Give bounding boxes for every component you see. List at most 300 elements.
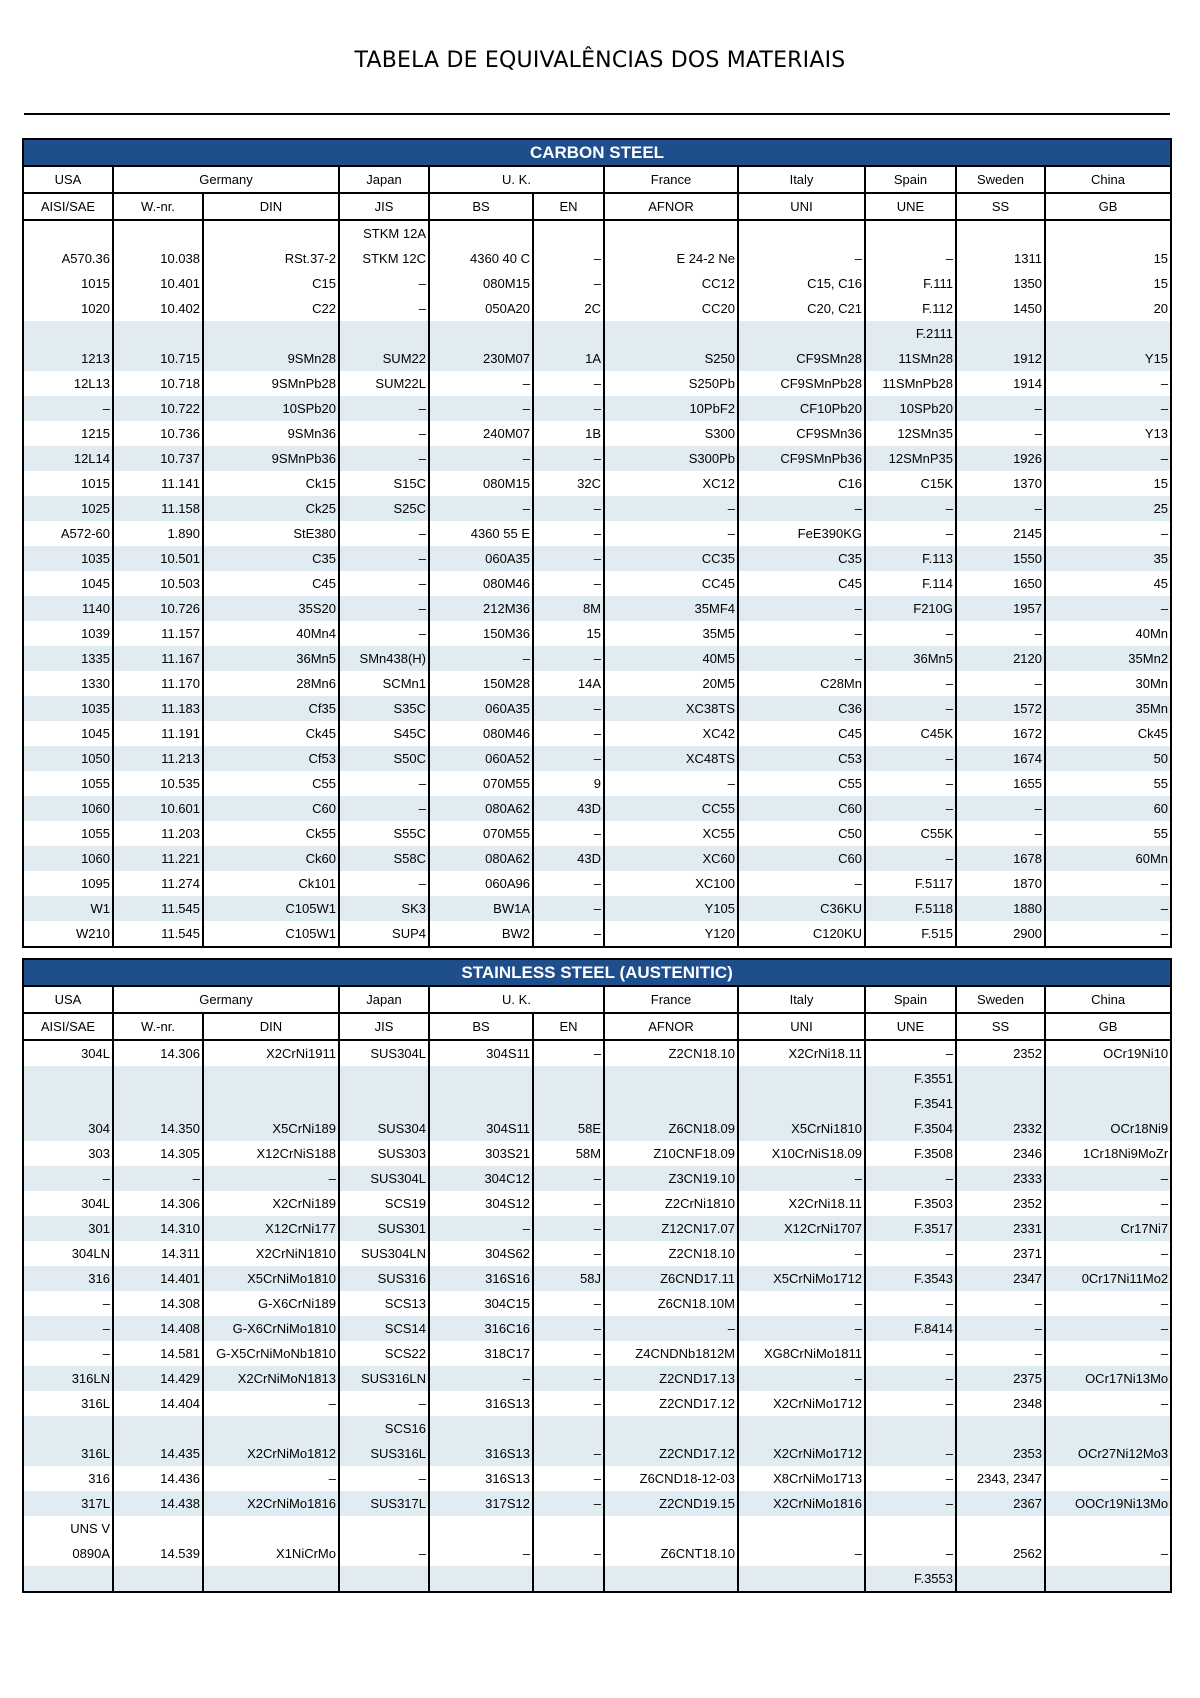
cell-ss: [956, 1066, 1045, 1091]
cell-din: [203, 321, 339, 346]
cell-aisi-sae: –: [23, 1166, 113, 1191]
cell-wnr: 14.435: [113, 1441, 203, 1466]
cell-afnor: Z12CN17.07: [604, 1216, 738, 1241]
cell-uni: X2CrNi18.11: [738, 1191, 865, 1216]
cell-une: –: [865, 846, 956, 871]
cell-aisi-sae: –: [23, 1341, 113, 1366]
cell-afnor: –: [604, 521, 738, 546]
cell-aisi-sae: [23, 220, 113, 246]
cell-din: G-X5CrNiMoNb1810: [203, 1341, 339, 1366]
cell-jis: –: [339, 1466, 429, 1491]
cell-jis: SUS304: [339, 1116, 429, 1141]
table-row: [23, 1091, 1171, 1116]
cell-uni: C36: [738, 696, 865, 721]
cell-wnr: –: [113, 1166, 203, 1191]
cell-ss: 2145: [956, 521, 1045, 546]
cell-jis: –: [339, 396, 429, 421]
cell-din: X5CrNi189: [203, 1116, 339, 1141]
cell-aisi-sae: 1060: [23, 846, 113, 871]
cell-gb: [1045, 321, 1171, 346]
cell-bs: 4360 40 C: [429, 246, 533, 271]
cell-aisi-sae: 1140: [23, 596, 113, 621]
cell-wnr: [113, 1091, 203, 1116]
table-row: [23, 1191, 1171, 1216]
header-countries-row: [23, 166, 1171, 193]
cell-uni: –: [738, 1541, 865, 1566]
cell-bs: 212M36: [429, 596, 533, 621]
cell-din: RSt.37-2: [203, 246, 339, 271]
cell-ss: –: [956, 621, 1045, 646]
cell-ss: –: [956, 1291, 1045, 1316]
cell-uni: –: [738, 1241, 865, 1266]
cell-en: [533, 1566, 604, 1592]
cell-une: F.3543: [865, 1266, 956, 1291]
cell-gb: 35Mn2: [1045, 646, 1171, 671]
cell-ss: 2347: [956, 1266, 1045, 1291]
cell-une: –: [865, 1291, 956, 1316]
header-code-uni: UNI: [738, 193, 865, 220]
cell-aisi-sae: 1213: [23, 346, 113, 371]
cell-une: F.5118: [865, 896, 956, 921]
cell-uni: C16: [738, 471, 865, 496]
cell-une: 11SMnPb28: [865, 371, 956, 396]
table-row: [23, 1266, 1171, 1291]
cell-ss: 2353: [956, 1441, 1045, 1466]
cell-uni: –: [738, 1166, 865, 1191]
cell-din: 9SMn36: [203, 421, 339, 446]
cell-ss: –: [956, 421, 1045, 446]
cell-bs: 060A35: [429, 696, 533, 721]
cell-ss: 2332: [956, 1116, 1045, 1141]
table-row: [23, 1241, 1171, 1266]
cell-afnor: Z10CNF18.09: [604, 1141, 738, 1166]
cell-gb: [1045, 220, 1171, 246]
cell-din: C60: [203, 796, 339, 821]
table-row: [23, 1216, 1171, 1241]
cell-gb: 20: [1045, 296, 1171, 321]
cell-wnr: 10.503: [113, 571, 203, 596]
cell-din: X12CrNiS188: [203, 1141, 339, 1166]
cell-gb: –: [1045, 371, 1171, 396]
cell-aisi-sae: 316L: [23, 1441, 113, 1466]
cell-wnr: 10.737: [113, 446, 203, 471]
cell-uni: –: [738, 621, 865, 646]
cell-din: C45: [203, 571, 339, 596]
cell-uni: C15, C16: [738, 271, 865, 296]
cell-en: –: [533, 821, 604, 846]
cell-uni: X2CrNiMo1712: [738, 1391, 865, 1416]
cell-afnor: Y120: [604, 921, 738, 947]
cell-une: 11SMn28: [865, 346, 956, 371]
cell-gb: 1Cr18Ni9MoZr: [1045, 1141, 1171, 1166]
cell-aisi-sae: 301: [23, 1216, 113, 1241]
table-row: [23, 921, 1171, 947]
cell-en: 9: [533, 771, 604, 796]
cell-en: –: [533, 396, 604, 421]
cell-aisi-sae: 1335: [23, 646, 113, 671]
cell-aisi-sae: W210: [23, 921, 113, 947]
cell-une: –: [865, 696, 956, 721]
cell-afnor: [604, 1566, 738, 1592]
cell-gb: 50: [1045, 746, 1171, 771]
cell-bs: 150M36: [429, 621, 533, 646]
cell-din: 9SMn28: [203, 346, 339, 371]
cell-jis: SCS19: [339, 1191, 429, 1216]
cell-din: –: [203, 1166, 339, 1191]
table-row: [23, 1066, 1171, 1091]
cell-afnor: Z2CND17.12: [604, 1391, 738, 1416]
table-row: [23, 296, 1171, 321]
cell-en: –: [533, 1040, 604, 1066]
cell-une: F.2111: [865, 321, 956, 346]
cell-une: –: [865, 246, 956, 271]
cell-aisi-sae: [23, 1566, 113, 1592]
cell-jis: –: [339, 1391, 429, 1416]
cell-ss: –: [956, 821, 1045, 846]
cell-jis: SUM22: [339, 346, 429, 371]
cell-uni: [738, 1091, 865, 1116]
cell-gb: 60: [1045, 796, 1171, 821]
cell-gb: –: [1045, 921, 1171, 947]
cell-wnr: 10.715: [113, 346, 203, 371]
table-row: [23, 321, 1171, 346]
table-row: [23, 571, 1171, 596]
cell-din: C55: [203, 771, 339, 796]
cell-din: Ck55: [203, 821, 339, 846]
table-row: [23, 821, 1171, 846]
cell-une: –: [865, 1241, 956, 1266]
cell-uni: CF9SMnPb28: [738, 371, 865, 396]
cell-aisi-sae: 316: [23, 1266, 113, 1291]
cell-bs: 080M46: [429, 721, 533, 746]
cell-afnor: Z2CN18.10: [604, 1040, 738, 1066]
cell-ss: 1370: [956, 471, 1045, 496]
cell-jis: [339, 321, 429, 346]
table-row: [23, 721, 1171, 746]
cell-jis: SUS316LN: [339, 1366, 429, 1391]
cell-en: –: [533, 446, 604, 471]
cell-une: –: [865, 746, 956, 771]
cell-aisi-sae: 1020: [23, 296, 113, 321]
cell-din: 40Mn4: [203, 621, 339, 646]
cell-gb: –: [1045, 1291, 1171, 1316]
cell-en: –: [533, 1441, 604, 1466]
cell-uni: FeE390KG: [738, 521, 865, 546]
cell-ss: 2343, 2347: [956, 1466, 1045, 1491]
table-row: [23, 396, 1171, 421]
cell-uni: X2CrNiMo1816: [738, 1491, 865, 1516]
cell-jis: –: [339, 271, 429, 296]
header-code-aisi-sae: AISI/SAE: [23, 1013, 113, 1040]
table-row: [23, 1391, 1171, 1416]
cell-ss: [956, 1416, 1045, 1441]
cell-din: X2CrNiMoN1813: [203, 1366, 339, 1391]
cell-gb: [1045, 1516, 1171, 1541]
cell-gb: [1045, 1066, 1171, 1091]
header-code-wnr: W.-nr.: [113, 1013, 203, 1040]
cell-din: [203, 1566, 339, 1592]
cell-ss: 2367: [956, 1491, 1045, 1516]
cell-uni: –: [738, 1366, 865, 1391]
header-country-spain: Spain: [865, 166, 956, 193]
cell-bs: [429, 1566, 533, 1592]
cell-une: –: [865, 1391, 956, 1416]
cell-une: 12SMnP35: [865, 446, 956, 471]
header-code-ss: SS: [956, 193, 1045, 220]
cell-bs: 070M55: [429, 821, 533, 846]
cell-en: –: [533, 521, 604, 546]
cell-din: Ck101: [203, 871, 339, 896]
cell-uni: X5CrNi1810: [738, 1116, 865, 1141]
cell-ss: –: [956, 796, 1045, 821]
cell-aisi-sae: 304LN: [23, 1241, 113, 1266]
cell-ss: 2352: [956, 1040, 1045, 1066]
cell-gb: 15: [1045, 246, 1171, 271]
cell-wnr: 14.350: [113, 1116, 203, 1141]
cell-gb: 35Mn: [1045, 696, 1171, 721]
cell-uni: CF9SMn28: [738, 346, 865, 371]
cell-en: 8M: [533, 596, 604, 621]
cell-uni: C60: [738, 846, 865, 871]
cell-afnor: 40M5: [604, 646, 738, 671]
cell-en: –: [533, 1316, 604, 1341]
cell-din: C105W1: [203, 921, 339, 947]
cell-din: Ck15: [203, 471, 339, 496]
header-country-germany: Germany: [113, 986, 339, 1013]
cell-ss: –: [956, 671, 1045, 696]
cell-jis: –: [339, 796, 429, 821]
cell-wnr: 14.581: [113, 1341, 203, 1366]
cell-bs: –: [429, 646, 533, 671]
cell-wnr: 14.306: [113, 1040, 203, 1066]
cell-wnr: [113, 220, 203, 246]
cell-afnor: S250: [604, 346, 738, 371]
cell-jis: S50C: [339, 746, 429, 771]
cell-uni: C36KU: [738, 896, 865, 921]
cell-wnr: [113, 1416, 203, 1441]
cell-din: 9SMnPb36: [203, 446, 339, 471]
cell-gb: –: [1045, 896, 1171, 921]
cell-bs: [429, 1066, 533, 1091]
cell-gb: –: [1045, 1191, 1171, 1216]
cell-afnor: XC42: [604, 721, 738, 746]
cell-ss: 1957: [956, 596, 1045, 621]
header-country-china: China: [1045, 166, 1171, 193]
cell-une: F.114: [865, 571, 956, 596]
cell-jis: S25C: [339, 496, 429, 521]
cell-wnr: 14.305: [113, 1141, 203, 1166]
cell-ss: 2900: [956, 921, 1045, 947]
cell-uni: [738, 321, 865, 346]
cell-ss: 2333: [956, 1166, 1045, 1191]
cell-din: –: [203, 1391, 339, 1416]
cell-wnr: [113, 1066, 203, 1091]
cell-bs: 303S21: [429, 1141, 533, 1166]
cell-afnor: –: [604, 771, 738, 796]
cell-afnor: S300: [604, 421, 738, 446]
cell-une: –: [865, 621, 956, 646]
table-row: [23, 596, 1171, 621]
cell-une: F210G: [865, 596, 956, 621]
cell-gb: OCr17Ni13Mo: [1045, 1366, 1171, 1391]
table-row: [23, 871, 1171, 896]
cell-en: –: [533, 1166, 604, 1191]
cell-din: C105W1: [203, 896, 339, 921]
cell-din: [203, 1091, 339, 1116]
cell-aisi-sae: [23, 1066, 113, 1091]
cell-uni: X5CrNiMo1712: [738, 1266, 865, 1291]
cell-aisi-sae: –: [23, 396, 113, 421]
cell-uni: C45: [738, 571, 865, 596]
cell-wnr: 10.401: [113, 271, 203, 296]
cell-uni: X2CrNiMo1712: [738, 1441, 865, 1466]
cell-jis: SUS301: [339, 1216, 429, 1241]
cell-afnor: Z2CN18.10: [604, 1241, 738, 1266]
cell-afnor: CC12: [604, 271, 738, 296]
header-codes-row: [23, 193, 1171, 220]
cell-aisi-sae: 1015: [23, 471, 113, 496]
cell-uni: [738, 1516, 865, 1541]
cell-en: 43D: [533, 846, 604, 871]
cell-afnor: Z2CND19.15: [604, 1491, 738, 1516]
carbon-steel-table: [22, 138, 1172, 948]
cell-aisi-sae: 317L: [23, 1491, 113, 1516]
table-row: [23, 271, 1171, 296]
cell-aisi-sae: 316LN: [23, 1366, 113, 1391]
table-row: [23, 1316, 1171, 1341]
header-code-jis: JIS: [339, 193, 429, 220]
cell-aisi-sae: 1215: [23, 421, 113, 446]
table-row: [23, 1291, 1171, 1316]
cell-wnr: 11.141: [113, 471, 203, 496]
cell-aisi-sae: 303: [23, 1141, 113, 1166]
table-row: [23, 546, 1171, 571]
table-row: [23, 1366, 1171, 1391]
cell-gb: 60Mn: [1045, 846, 1171, 871]
cell-ss: –: [956, 1316, 1045, 1341]
cell-jis: S55C: [339, 821, 429, 846]
cell-en: –: [533, 546, 604, 571]
title-rule: [24, 113, 1170, 115]
cell-une: F.3553: [865, 1566, 956, 1592]
cell-uni: –: [738, 246, 865, 271]
cell-une: [865, 1416, 956, 1441]
header-country-usa: USA: [23, 986, 113, 1013]
cell-afnor: Z3CN19.10: [604, 1166, 738, 1191]
cell-jis: –: [339, 446, 429, 471]
header-code-wnr: W.-nr.: [113, 193, 203, 220]
cell-gb: Y15: [1045, 346, 1171, 371]
cell-wnr: [113, 1566, 203, 1592]
cell-uni: C35: [738, 546, 865, 571]
cell-une: F.113: [865, 546, 956, 571]
header-country-spain: Spain: [865, 986, 956, 1013]
cell-uni: –: [738, 596, 865, 621]
cell-jis: [339, 1516, 429, 1541]
cell-afnor: –: [604, 1316, 738, 1341]
cell-une: F.515: [865, 921, 956, 947]
cell-aisi-sae: –: [23, 1316, 113, 1341]
cell-wnr: 11.158: [113, 496, 203, 521]
cell-une: –: [865, 1541, 956, 1566]
cell-afnor: XC38TS: [604, 696, 738, 721]
cell-ss: 1914: [956, 371, 1045, 396]
table-row: [23, 1441, 1171, 1466]
cell-gb: –: [1045, 446, 1171, 471]
cell-jis: SCMn1: [339, 671, 429, 696]
cell-jis: –: [339, 546, 429, 571]
cell-uni: –: [738, 1291, 865, 1316]
cell-aisi-sae: 316: [23, 1466, 113, 1491]
table-row: [23, 1491, 1171, 1516]
cell-afnor: 35MF4: [604, 596, 738, 621]
header-country-germany: Germany: [113, 166, 339, 193]
cell-en: 58J: [533, 1266, 604, 1291]
cell-jis: –: [339, 1541, 429, 1566]
cell-uni: C120KU: [738, 921, 865, 947]
cell-en: –: [533, 371, 604, 396]
cell-ss: –: [956, 396, 1045, 421]
table-row: [23, 1466, 1171, 1491]
cell-en: –: [533, 646, 604, 671]
cell-bs: 150M28: [429, 671, 533, 696]
cell-gb: [1045, 1566, 1171, 1592]
cell-jis: SUS304L: [339, 1166, 429, 1191]
cell-bs: [429, 321, 533, 346]
cell-afnor: CC45: [604, 571, 738, 596]
cell-uni: C28Mn: [738, 671, 865, 696]
header-country-uk: U. K.: [429, 986, 604, 1013]
cell-din: [203, 1416, 339, 1441]
cell-gb: 0Cr17Ni11Mo2: [1045, 1266, 1171, 1291]
cell-wnr: 10.601: [113, 796, 203, 821]
cell-jis: SCS22: [339, 1341, 429, 1366]
cell-gb: [1045, 1091, 1171, 1116]
cell-gb: –: [1045, 1166, 1171, 1191]
table-row: [23, 671, 1171, 696]
cell-gb: –: [1045, 871, 1171, 896]
cell-wnr: 14.429: [113, 1366, 203, 1391]
cell-din: –: [203, 1466, 339, 1491]
cell-bs: 304S11: [429, 1116, 533, 1141]
cell-aisi-sae: 1035: [23, 546, 113, 571]
header-countries-row: [23, 986, 1171, 1013]
table-row: [23, 246, 1171, 271]
header-code-afnor: AFNOR: [604, 1013, 738, 1040]
cell-une: [865, 220, 956, 246]
cell-din: Ck45: [203, 721, 339, 746]
cell-bs: 304S12: [429, 1191, 533, 1216]
cell-aisi-sae: 1055: [23, 771, 113, 796]
cell-din: 9SMnPb28: [203, 371, 339, 396]
cell-en: –: [533, 1241, 604, 1266]
cell-afnor: 10PbF2: [604, 396, 738, 421]
cell-uni: X10CrNiS18.09: [738, 1141, 865, 1166]
cell-gb: 45: [1045, 571, 1171, 596]
table-row: [23, 621, 1171, 646]
cell-bs: [429, 1516, 533, 1541]
cell-wnr: 11.274: [113, 871, 203, 896]
cell-aisi-sae: [23, 1416, 113, 1441]
cell-aisi-sae: 304L: [23, 1040, 113, 1066]
cell-gb: –: [1045, 1466, 1171, 1491]
cell-din: [203, 1516, 339, 1541]
cell-wnr: 14.539: [113, 1541, 203, 1566]
cell-uni: X8CrNiMo1713: [738, 1466, 865, 1491]
cell-bs: 060A96: [429, 871, 533, 896]
cell-afnor: [604, 1416, 738, 1441]
cell-une: 36Mn5: [865, 646, 956, 671]
